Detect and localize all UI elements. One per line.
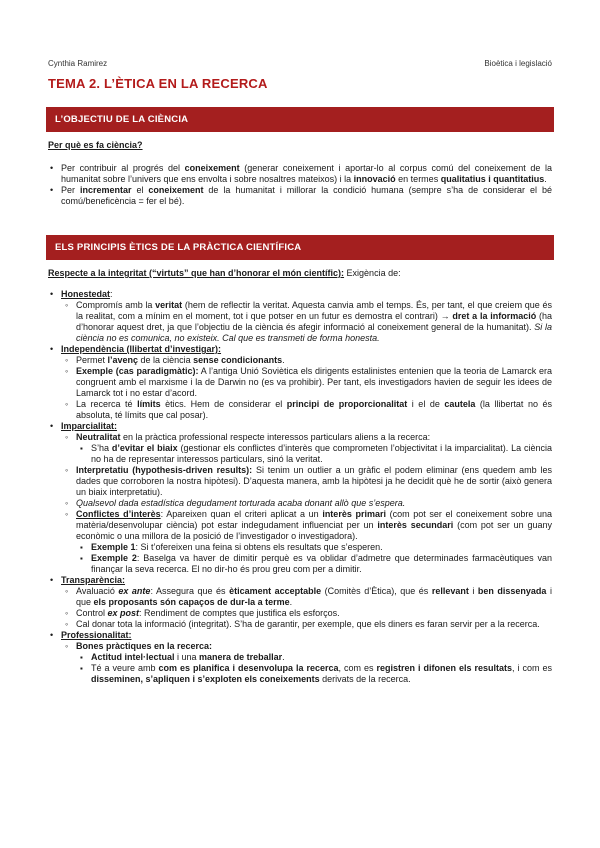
author-name: Cynthia Ramirez xyxy=(48,59,108,68)
section-objectiu-content xyxy=(48,163,552,207)
section-principis-content xyxy=(48,268,552,685)
list-item-transparencia: • Transparència: ◦ Avaluació ex ante: Assegura que és èticament acceptable (Comitès d’Ètica), que és rellevant i ben dissenyada i que els proposants són capaços de dur-la a terme. ◦ Control ex post: Rendiment de comptes que justifica els esforços. ◦ Cal donar tota la informació (integritat). S’ha de garantir, per exemple, que els diners es faran servir per a la recerca. xyxy=(48,575,552,630)
list-item: ◦ Conflictes d’interès: Apareixen quan el criteri aplicat a un interès primari (com pot ser el coneixement sobre una matèria/desenvolupar ciència) pot estar indegudament influenciat per un interès secundari (com pot ser un guany econòmic o una millora de la posició de l’investigador o investigadora). ▪ Exemple 1: Si t’ofereixen una feina si obtens els resultats que s’esperen. ▪ Exemple 2: Baselga va haver de dimitir perquè es va oblidar d’admetre que determinades farmacèutiques van finançar la seva recerca. El no dir-ho és prou greu com per a dimitir. xyxy=(63,509,552,575)
list-item: ◦ Cal donar tota la informació (integritat). S’ha de garantir, per exemple, que els diners es faran servir per a la recerca. xyxy=(63,619,552,630)
list-item: ◦ Neutralitat en la pràctica professional respecte interessos particulars aliens a la recerca: ▪ S’ha d’evitar el biaix (gestionar els conflictes d’interès que comprometen l’objectivitat i la imparcialitat). La ciència no ha de representar interessos particulars, sinó la veritat. xyxy=(63,432,552,465)
page-header xyxy=(48,58,552,69)
list-item: ◦ Exemple (cas paradigmàtic): A l’antiga Unió Soviètica els dirigents estalinistes entenien que la teoria de Lamarck era congruent amb el marxisme i la de Darwin no (es va prohibir). Per tant, els investigadors havien de seguir les idees de Lamarck tot i no estar d’acord. xyxy=(63,366,552,399)
list-item: ◦ Compromís amb la veritat (hem de reflectir la veritat. Aquesta canvia amb el temps. És, per tant, el que creiem que és la realitat, com a mínim en el moment, tot i que potser en un futur es demostra el contrari) → dret a la informació (ha d’honorar aquest dret, ja que l’objectiu de la ciència és afegir informació al coneixement general de la humanitat). Si la ciència no es comunica, no existeix. Cal que es transmeti de forma honesta. xyxy=(63,300,552,344)
section-question: Per què es fa ciència? xyxy=(48,140,143,150)
list-item: ◦ Bones pràctiques en la recerca: ▪ Actitud intel·lectual i una manera de treballar. ▪ Té a veure amb com es planifica i desenvolupa la recerca, com es registren i difonen els resultats, i com es disseminen, s’apliquen i s’exploten els coneixements derivats de la recerca. xyxy=(63,641,552,685)
list-item: ◦ La recerca té límits ètics. Hem de considerar el principi de proporcionalitat i el de cautela (la llibertat no és absoluta, té límits que cal posar). xyxy=(63,399,552,421)
list-item: ▪ Exemple 1: Si t’ofereixen una feina si obtens els resultats que s’esperen. xyxy=(78,542,552,553)
list-item: ◦ Qualsevol dada estadística degudament torturada acaba donant allò que s’espera. xyxy=(63,498,552,509)
list-item-independencia: • Independència (llibertat d’investigar): ◦ Permet l’avenç de la ciència sense condicionants. ◦ Exemple (cas paradigmàtic): A l’antiga Unió Soviètica els dirigents estalinistes entenien que la teoria de Lamarck era congruent amb el marxisme i la de Darwin no (es va prohibir). Per tant, els investigadors havien de seguir les idees de Lamarck tot i no estar d’acord. ◦ La recerca té límits ètics. Hem de considerar el principi de proporcionalitat i el de cautela (la llibertat no és absoluta, té límits que cal posar). xyxy=(48,344,552,421)
intro-line: Respecte a la integritat (“virtuts” que han d’honorar el món científic): Exigència de: xyxy=(48,268,401,278)
list-item: • Per incrementar el coneixement de la humanitat i millorar la condició humana (sempre s’ha de considerar el bé comú/beneficència = fer el bé). xyxy=(48,185,552,207)
section-band-principis: ELS PRINCIPIS ÈTICS DE LA PRÀCTICA CIENTÍFICA xyxy=(46,235,554,260)
section-band-objectiu: L’OBJECTIU DE LA CIÈNCIA xyxy=(46,107,554,132)
subject-name: Bioètica i legislació xyxy=(484,59,552,68)
list-item: ▪ S’ha d’evitar el biaix (gestionar els conflictes d’interès que comprometen l’objectivitat i la imparcialitat). La ciència no ha de representar interessos particulars, sinó la veritat. xyxy=(78,443,552,465)
list-item: ▪ Exemple 2: Baselga va haver de dimitir perquè es va oblidar d’admetre que determinades farmacèutiques van finançar la seva recerca. El no dir-ho és prou greu com per a dimitir. xyxy=(78,553,552,575)
list-item: ▪ Actitud intel·lectual i una manera de treballar. xyxy=(78,652,552,663)
list-item: ◦ Control ex post: Rendiment de comptes que justifica els esforços. xyxy=(63,608,552,619)
list-item: ◦ Permet l’avenç de la ciència sense condicionants. xyxy=(63,355,552,366)
list-item: ◦ Avaluació ex ante: Assegura que és èticament acceptable (Comitès d’Ètica), que és rellevant i ben dissenyada i que els proposants són capaços de dur-la a terme. xyxy=(63,586,552,608)
list-item: ▪ Té a veure amb com es planifica i desenvolupa la recerca, com es registren i difonen els resultats, i com es disseminen, s’apliquen i s’exploten els coneixements derivats de la recerca. xyxy=(78,663,552,685)
list-item: • Per contribuir al progrés del coneixement (generar coneixement i aportar-lo al corpus comú del coneixement de la humanitat sobre l’univers que ens envolta i sobre nosaltres mateixos) i la innovació en termes qualitatius i quantitatius. xyxy=(48,163,552,185)
page-title: TEMA 2. L’ÈTICA EN LA RECERCA xyxy=(48,76,268,91)
list-item-imparcialitat: • Imparcialitat: ◦ Neutralitat en la pràctica professional respecte interessos particulars aliens a la recerca: ▪ S’ha d’evitar el biaix (gestionar els conflictes d’interès que comprometen l’objectivitat i la imparcialitat). La ciència no ha de representar interessos particulars, sinó la veritat. ◦ Interpretatiu (hypothesis-driven results): Si tenim un outlier a un gràfic el podem eliminar (ens quedem amb les dades que corroboren la nostra hipòtesi). D’aquesta manera, amb la hipòtesi ja he decidit què he de sortir (això genera un biaix interpretatiu). ◦ Qualsevol dada estadística degudament torturada acaba donant allò que s’espera. ◦ Conflictes d’interès: Apareixen quan el criteri aplicat a un interès primari (com pot ser el coneixement sobre una matèria/desenvolupar ciència) pot estar indegudament influenciat per un interès secundari (com pot ser un guany econòmic o una millora de la posició de l’investigador o investigadora). ▪ Exemple 1: Si t’ofereixen una feina si obtens els resultats que s’esperen. ▪ Exemple 2: Baselga va haver de dimitir perquè es va oblidar d’admetre que determinades farmacèutiques van finançar la seva recerca. El no dir-ho és prou greu com per a dimitir. xyxy=(48,421,552,575)
list-item-professionalitat: • Professionalitat: ◦ Bones pràctiques en la recerca: ▪ Actitud intel·lectual i una manera de treballar. ▪ Té a veure amb com es planifica i desenvolupa la recerca, com es registren i difonen els resultats, i com es disseminen, s’apliquen i s’exploten els coneixements derivats de la recerca. xyxy=(48,630,552,685)
list-item: ◦ Interpretatiu (hypothesis-driven results): Si tenim un outlier a un gràfic el podem eliminar (ens quedem amb les dades que corroboren la nostra hipòtesi). D’aquesta manera, amb la hipòtesi ja he decidit què he de sortir (això genera un biaix interpretatiu). xyxy=(63,465,552,498)
list-item-honestedat: • Honestedat: ◦ Compromís amb la veritat (hem de reflectir la veritat. Aquesta canvia amb el temps. És, per tant, el que creiem que és la realitat, com a mínim en el moment, tot i que potser en un futur es demostra el contrari) → dret a la informació (ha d’honorar aquest dret, ja que l’objectiu de la ciència és afegir informació al coneixement general de la humanitat). Si la ciència no es comunica, no existeix. Cal que es transmeti de forma honesta. xyxy=(48,289,552,344)
